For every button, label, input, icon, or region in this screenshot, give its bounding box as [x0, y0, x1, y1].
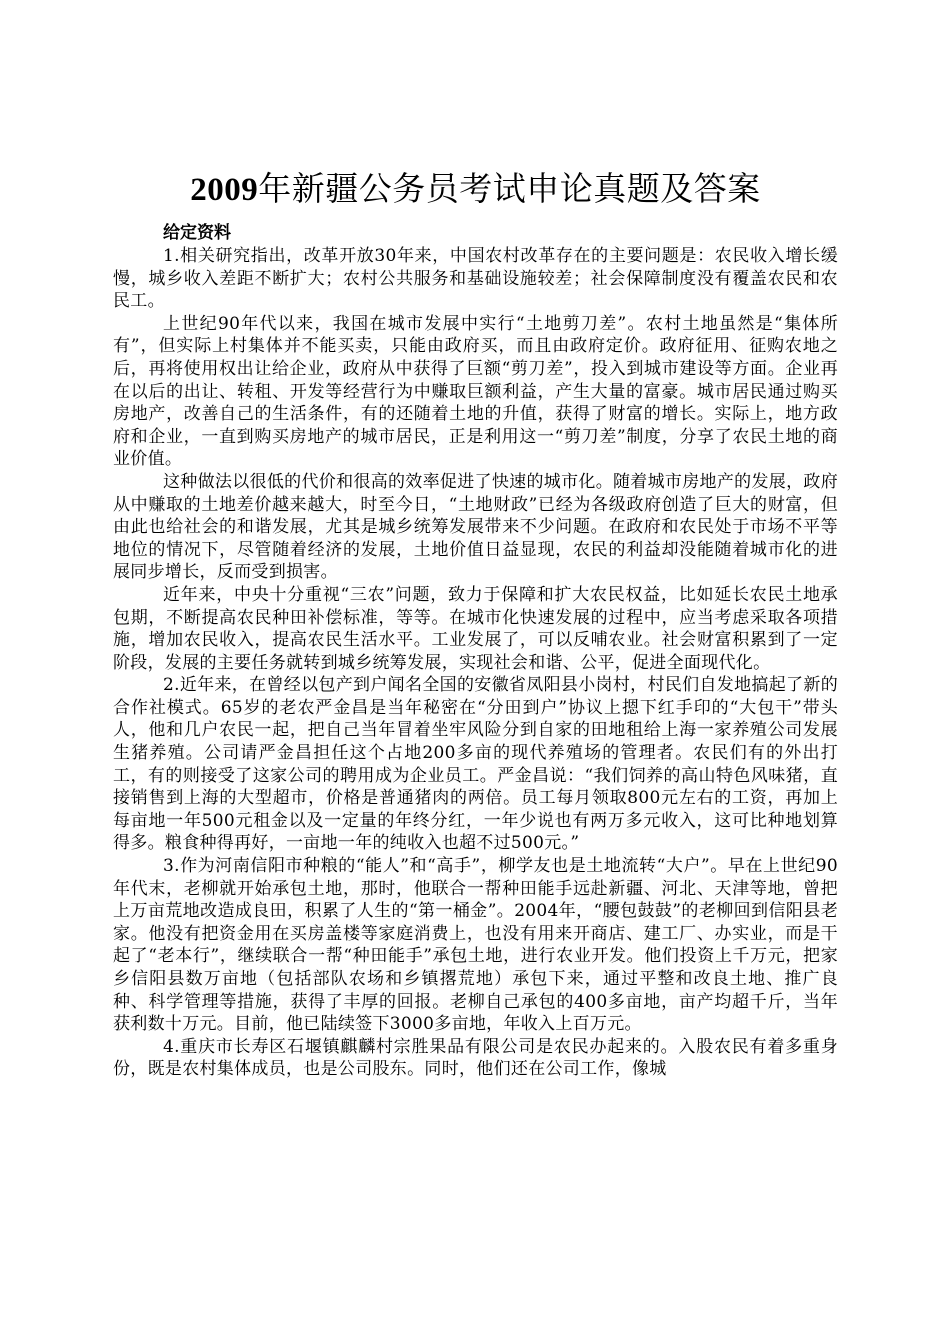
document-title: [113, 166, 838, 214]
paragraph-5: 2.近年来，在曾经以包产到户闻名全国的安徽省凤阳县小岗村，村民们自发地搞起了新的合作社模式。65岁的老农严金昌是当年秘密在“分田到户”协议上摁下红手印的“大包干”带头人，他和几户农民一起，把自己当年冒着坐牢风险分到自家的田地租给上海一家养殖公司发展生猪养殖。公司请严金昌担任这个占地200多亩的现代养殖场的管理者。农民们有的外出打工，有的则接受了这家公司的聘用成为企业员工。严金昌说：“我们饲养的高山特色风味猪，直接销售到上海的大型超市，价格是普通猪肉的两倍。员工每月领取800元左右的工资，再加上每亩地一年500元租金以及一定量的年终分红，一年少说也有两万多元收入，这可比种地划算得多。粮食种得再好，一亩地一年的纯收入也超不过500元。”: [113, 675, 838, 854]
title-text: 年新疆公务员考试申论真题及答案: [258, 172, 761, 208]
title-year: 2009: [190, 172, 259, 208]
document-page: [113, 166, 838, 1081]
paragraph-2: 上世纪90年代以来，我国在城市发展中实行“土地剪刀差”。农村土地虽然是“集体所有”，但实际上村集体并不能买卖，只能由政府买，而且由政府定价。政府征用、征购农地之后，再将使用权出让给企业，政府从中获得了巨额“剪刀差”，投入到城市建设等方面。企业再在以后的出让、转租、开发等经营行为中赚取巨额利益，产生大量的富豪。城市居民通过购买房地产，改善自己的生活条件，有的还随着土地的升值，获得了财富的增长。实际上，地方政府和企业，一直到购买房地产的城市居民，正是利用这一“剪刀差”制度，分享了农民土地的商业价值。: [113, 313, 838, 470]
paragraph-7: 4.重庆市长寿区石堰镇麒麟村宗胜果品有限公司是农民办起来的。入股农民有着多重身份，既是农村集体成员，也是公司股东。同时，他们还在公司工作，像城: [113, 1036, 838, 1080]
paragraph-1: 1.相关研究指出，改革开放30年来，中国农村改革存在的主要问题是：农民收入增长缓慢，城乡收入差距不断扩大；农村公共服务和基础设施较差；社会保障制度没有覆盖农民和农民工。: [113, 246, 838, 312]
paragraph-4: 近年来，中央十分重视“三农”问题，致力于保障和扩大农民权益，比如延长农民土地承包期，不断提高农民种田补偿标准，等等。在城市化快速发展的过程中，应当考虑采取各项措施，增加农民收入，提高农民生活水平。工业发展了，可以反哺农业。社会财富积累到了一定阶段，发展的主要任务就转到城乡统筹发展，实现社会和谐、公平，促进全面现代化。: [113, 584, 838, 673]
section-heading: 给定资料: [163, 223, 231, 243]
paragraph-6: 3.作为河南信阳市种粮的“能人”和“高手”，柳学友也是土地流转“大户”。早在上世纪90年代末，老柳就开始承包土地，那时，他联合一帮种田能手远赴新疆、河北、天津等地，曾把上万亩荒地改造成良田，积累了人生的“第一桶金”。2004年，“腰包鼓鼓”的老柳回到信阳县老家。他没有把资金用在买房盖楼等家庭消费上，也没有用来开商店、建工厂、办实业，而是干起了“老本行”，继续联合一帮“种田能手”承包土地，进行农业开发。他们投资上千万元，把家乡信阳县数万亩地（包括部队农场和乡镇撂荒地）承包下来，通过平整和改良土地、推广良种、科学管理等措施，获得了丰厚的回报。老柳自己承包的400多亩地，亩产均超千斤，当年获利数十万元。目前，他已陆续签下3000多亩地，年收入上百万元。: [113, 856, 838, 1035]
paragraph-3: 这种做法以很低的代价和很高的效率促进了快速的城市化。随着城市房地产的发展，政府从中赚取的土地差价越来越大，时至今日，“土地财政”已经为各级政府创造了巨大的财富，但由此也给社会的和谐发展，尤其是城乡统筹发展带来不少问题。在政府和农民处于市场不平等地位的情况下，尽管随着经济的发展，土地价值日益显现，农民的利益却没能随着城市化的进展同步增长，反而受到损害。: [113, 471, 838, 583]
